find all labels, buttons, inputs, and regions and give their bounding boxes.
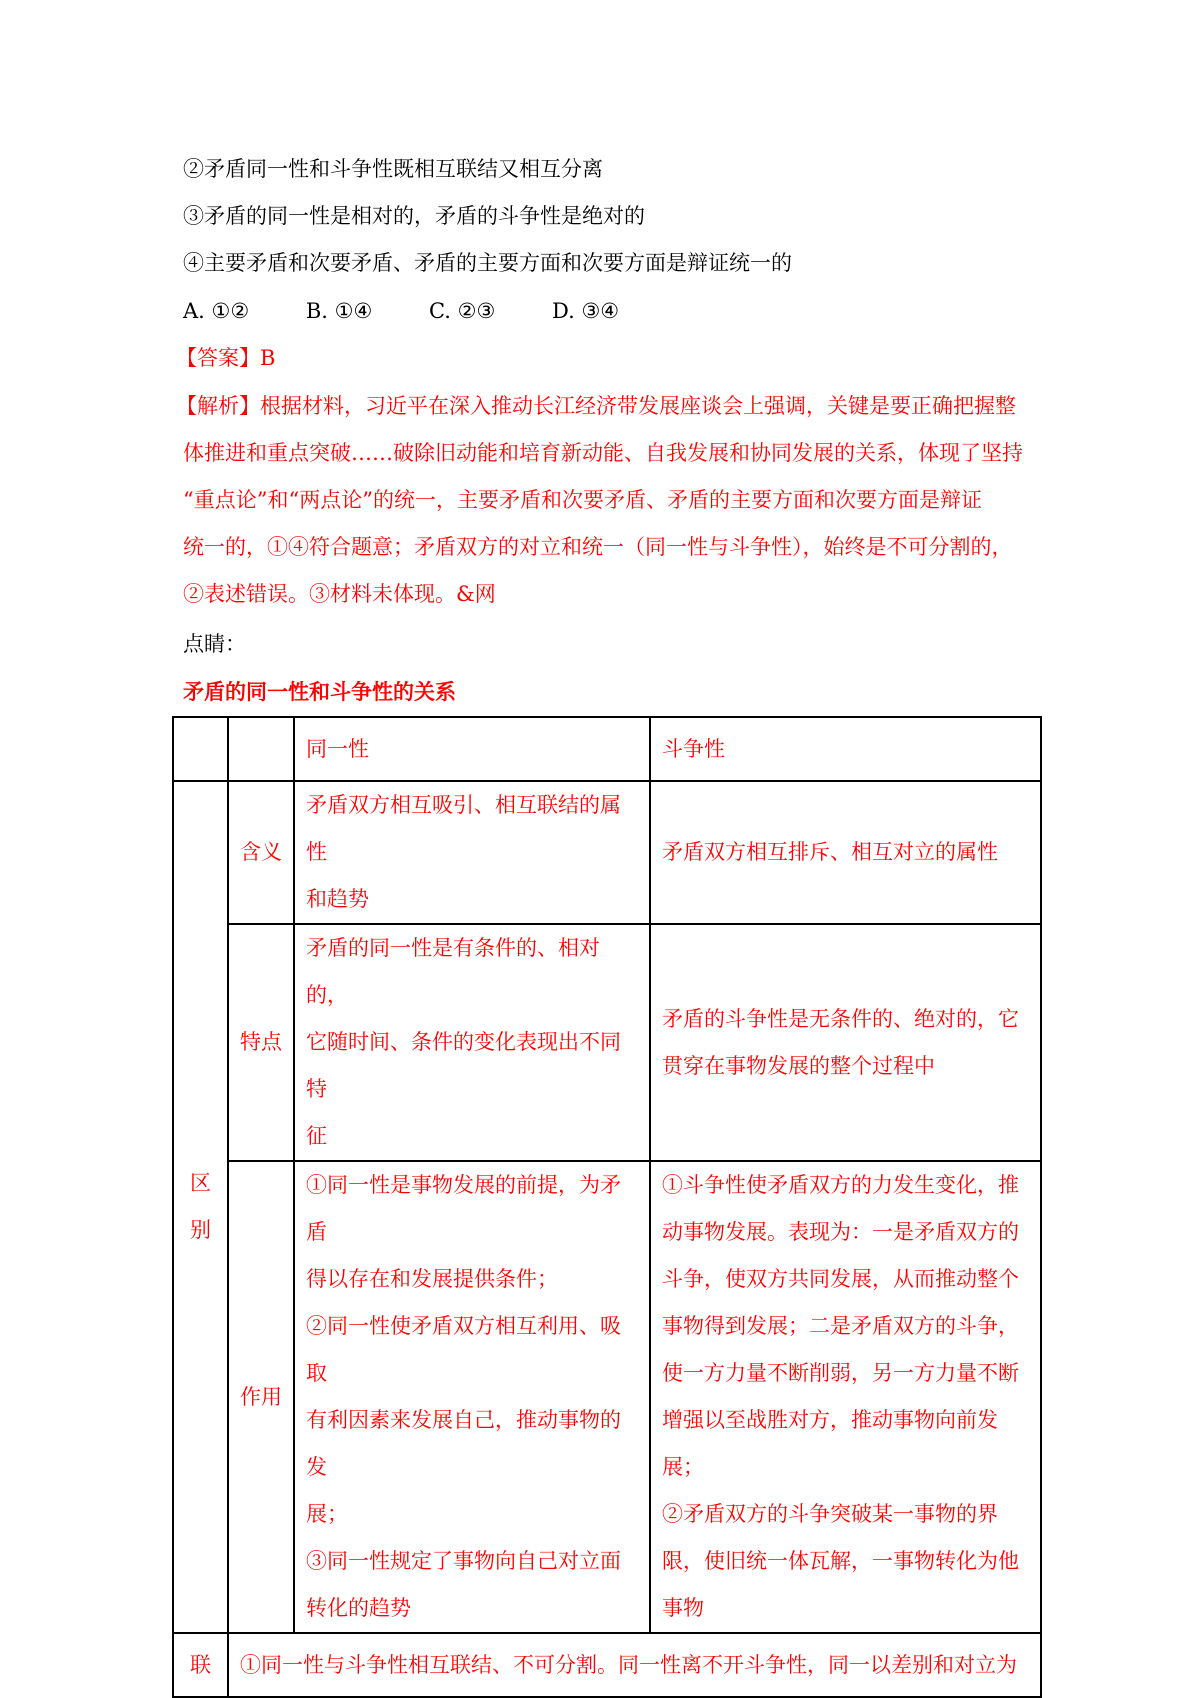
cell-line: 矛盾双方相互吸引、相互联结的属性 [306,793,621,864]
table-header-row [173,717,1041,781]
table-row-function [173,1161,1041,1633]
group-label-char: 区 [190,1171,211,1195]
empty-cell [228,717,294,781]
header-struggle: 斗争性 [650,717,1041,781]
cell-line: ③同一性规定了事物向自己对立面 [306,1549,621,1573]
relationship-table [172,716,1042,1698]
cell-struggle-meaning [650,781,1041,924]
group-label-qubie [173,781,228,1633]
cell-line: 转化的趋势 [306,1596,411,1620]
analysis-line: 统一的，①④符合题意；矛盾双方的对立和统一（同一性与斗争性），始终是不可分割的， [183,535,1013,559]
cell-line: 展； [306,1502,348,1526]
table-row-meaning [173,781,1041,924]
choice-c: C. ②③ [428,299,496,323]
cell-line: 使一方力量不断削弱，另一方力量不断 [662,1361,1019,1385]
answer-line: 【答案】B [176,346,276,370]
cell-line: 它随时间、条件的变化表现出不同特 [306,1030,621,1101]
cell-line: 斗争，使双方共同发展，从而推动整个 [662,1267,1019,1291]
cell-line: 矛盾双方相互排斥、相互对立的属性 [662,840,998,864]
analysis-line: “重点论”和“两点论”的统一，主要矛盾和次要矛盾、矛盾的主要方面和次要方面是辩证 [183,488,982,512]
option-line-3: ③矛盾的同一性是相对的，矛盾的斗争性是绝对的 [183,204,645,228]
cell-line: 贯穿在事物发展的整个过程中 [662,1053,935,1078]
choice-b: B. ①④ [305,299,373,323]
header-identity: 同一性 [294,717,650,781]
row-label-lian: 联 [173,1633,228,1697]
cell-line: 得以存在和发展提供条件； [306,1267,558,1291]
cell-struggle-features [650,924,1041,1161]
analysis-line: 【解析】根据材料，习近平在深入推动长江经济带发展座谈会上强调，关键是要正确把握整 [176,394,1016,418]
choice-a: A. ①② [183,299,250,323]
table-row-features [173,924,1041,1161]
table-row-connection [173,1633,1041,1697]
cell-line: ①同一性是事物发展的前提，为矛盾 [306,1173,621,1244]
cell-line: 增强以至战胜对方，推动事物向前发展； [662,1408,998,1479]
empty-cell [173,717,228,781]
cell-line: 动事物发展。表现为：一是矛盾双方的 [662,1220,1019,1244]
cell-struggle-function [650,1161,1041,1633]
cell-identity-features [294,924,650,1161]
choice-d: D. ③④ [552,299,620,323]
cell-line: ①斗争性使矛盾双方的力发生变化，推 [662,1173,1019,1197]
table-title: 矛盾的同一性和斗争性的关系 [183,679,456,704]
group-label-char: 别 [190,1218,211,1242]
answer-choices [183,288,669,334]
cell-line: 有利因素来发展自己，推动事物的发 [306,1408,621,1479]
cell-line: ②矛盾双方的斗争突破某一事物的界 [662,1502,998,1526]
cell-connection-text: ①同一性与斗争性相互联结、不可分割。同一性离不开斗争性，同一以差别和对立为 [228,1633,1041,1697]
cell-line: 事物得到发展；二是矛盾双方的斗争， [662,1314,1019,1338]
row-label-meaning: 含义 [228,781,294,924]
analysis-line: ②表述错误。③材料未体现。&网 [183,582,496,606]
cell-line: 矛盾的同一性是有条件的、相对的， [306,936,600,1007]
option-line-2: ②矛盾同一性和斗争性既相互联结又相互分离 [183,157,603,181]
cell-line: 矛盾的斗争性是无条件的、绝对的，它 [662,1006,1019,1031]
cell-identity-function [294,1161,650,1633]
cell-line: 限，使旧统一体瓦解，一事物转化为他 [662,1549,1019,1573]
analysis-paragraph [176,383,1026,618]
dianjing-label: 点睛： [183,632,246,656]
row-label-function: 作用 [228,1161,294,1633]
option-line-4: ④主要矛盾和次要矛盾、矛盾的主要方面和次要方面是辩证统一的 [183,251,792,275]
row-label-features: 特点 [228,924,294,1161]
cell-identity-meaning [294,781,650,924]
cell-line: 和趋势 [306,887,369,911]
cell-line: 征 [306,1124,327,1148]
cell-line: ②同一性使矛盾双方相互利用、吸取 [306,1314,621,1385]
analysis-line: 体推进和重点突破……破除旧动能和培育新动能、自我发展和协同发展的关系，体现了坚持 [183,441,1023,465]
cell-line: 事物 [662,1596,704,1620]
